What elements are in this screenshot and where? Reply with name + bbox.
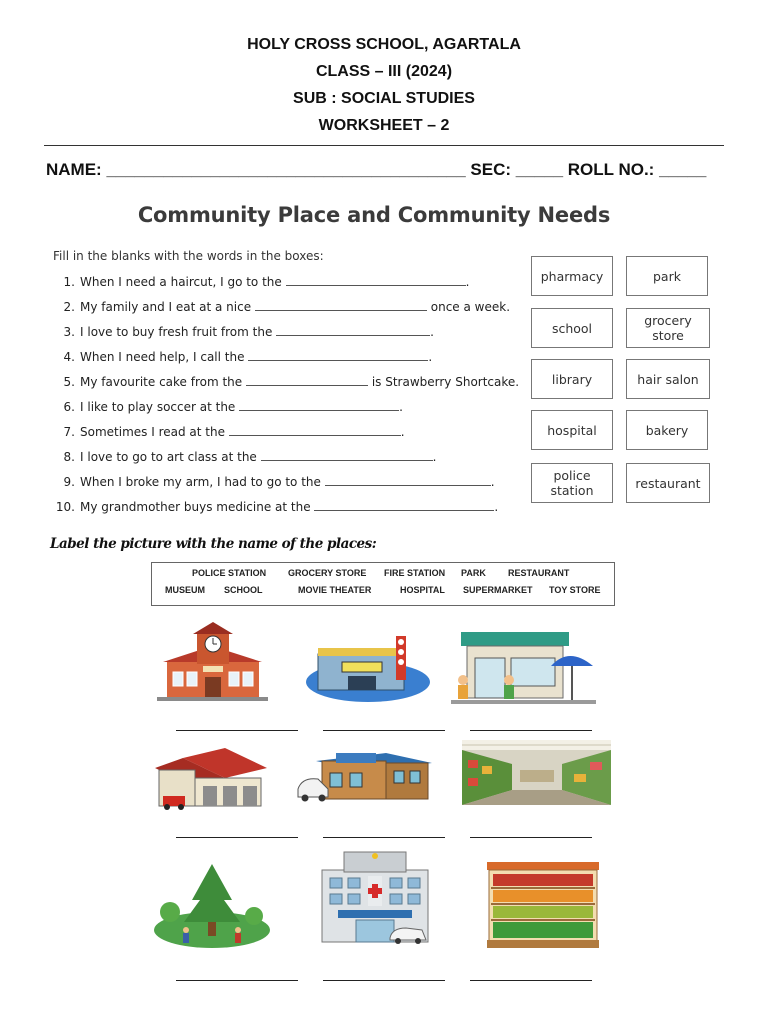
grocery-shelves-picture xyxy=(487,862,599,948)
student-info-line[interactable]: NAME: ______________________________________ SEC: _____ ROLL NO.: _____ xyxy=(46,160,707,179)
question-7 xyxy=(53,425,405,439)
question-end: once a week. xyxy=(430,300,511,314)
question-end: . xyxy=(465,275,470,289)
answer-blank[interactable] xyxy=(261,450,433,461)
question-text: Sometimes I read at the xyxy=(80,425,225,439)
answer-blank[interactable] xyxy=(246,375,368,386)
picture-answer-line[interactable] xyxy=(470,730,592,731)
question-end: . xyxy=(399,400,403,414)
fire-station-picture xyxy=(155,748,270,810)
question-text: When I broke my arm, I had to go to the xyxy=(80,475,321,489)
label-section-heading: Label the picture with the name of the places: xyxy=(50,536,377,552)
question-end: . xyxy=(432,450,437,464)
question-number: 1. xyxy=(63,275,75,289)
police-station-picture xyxy=(296,747,436,805)
question-3 xyxy=(53,325,434,339)
question-number: 9. xyxy=(63,475,75,489)
question-4 xyxy=(53,350,432,364)
word-box-pharmacy: pharmacy xyxy=(531,256,613,296)
question-number: 6. xyxy=(63,400,75,414)
worksheet-title: Community Place and Community Needs xyxy=(137,203,611,227)
bank-word: SUPERMARKET xyxy=(463,585,533,595)
store-picture xyxy=(451,628,596,706)
bank-word: HOSPITAL xyxy=(400,585,445,595)
picture-answer-line[interactable] xyxy=(176,730,298,731)
bank-word: SCHOOL xyxy=(224,585,263,595)
question-number: 10. xyxy=(55,500,75,514)
question-text: When I need help, I call the xyxy=(80,350,245,364)
word-box-hospital: hospital xyxy=(531,410,613,450)
bank-word: GROCERY STORE xyxy=(288,568,367,578)
school-picture xyxy=(155,622,270,702)
question-number: 2. xyxy=(63,300,75,314)
word-box-grocery-store xyxy=(626,308,710,348)
picture-answer-line[interactable] xyxy=(176,837,298,838)
question-1 xyxy=(53,275,469,289)
picture-answer-line[interactable] xyxy=(470,837,592,838)
question-end: . xyxy=(490,475,495,489)
question-text: When I need a haircut, I go to the xyxy=(80,275,282,289)
question-6 xyxy=(53,400,403,414)
picture-answer-line[interactable] xyxy=(470,980,592,981)
question-number: 4. xyxy=(63,350,75,364)
word-box-library: library xyxy=(531,359,613,399)
question-10 xyxy=(53,500,498,514)
bank-word: PARK xyxy=(461,568,486,578)
answer-blank[interactable] xyxy=(276,325,430,336)
question-8 xyxy=(53,450,436,464)
question-text: My favourite cake from the xyxy=(80,375,243,389)
answer-blank[interactable] xyxy=(248,350,428,361)
supermarket-picture xyxy=(462,740,611,805)
question-end: . xyxy=(400,425,405,439)
word-box-label: grocery store xyxy=(644,313,692,343)
picture-answer-line[interactable] xyxy=(323,730,445,731)
place-word-bank xyxy=(151,562,615,606)
picture-answer-line[interactable] xyxy=(323,980,445,981)
answer-blank[interactable] xyxy=(255,300,427,311)
word-box-restaurant: restaurant xyxy=(626,463,710,503)
movie-theater-picture xyxy=(304,632,432,704)
bank-word: FIRE STATION xyxy=(384,568,446,578)
instruction-text: Fill in the blanks with the words in the boxes: xyxy=(53,249,324,263)
school-name: HOLY CROSS SCHOOL, AGARTALA xyxy=(247,36,521,53)
park-picture xyxy=(152,860,272,950)
word-box-park: park xyxy=(626,256,708,296)
bank-word: POLICE STATION xyxy=(192,568,267,578)
class-line: CLASS – III (2024) xyxy=(315,63,453,80)
bank-word: TOY STORE xyxy=(549,585,601,595)
subject-line: SUB : SOCIAL STUDIES xyxy=(293,90,475,107)
bank-word: MOVIE THEATER xyxy=(298,585,372,595)
picture-answer-line[interactable] xyxy=(176,980,298,981)
header-divider xyxy=(44,145,724,146)
answer-blank[interactable] xyxy=(286,275,466,286)
word-box-label: police station xyxy=(550,468,594,498)
hospital-picture xyxy=(318,848,432,948)
question-text: I like to play soccer at the xyxy=(80,400,236,414)
word-box-police-station xyxy=(531,463,613,503)
worksheet-number: WORKSHEET – 2 xyxy=(318,117,450,134)
question-end: . xyxy=(494,500,499,514)
question-number: 3. xyxy=(63,325,75,339)
question-text: I love to go to art class at the xyxy=(80,450,257,464)
question-end: . xyxy=(428,350,433,364)
word-box-school: school xyxy=(531,308,613,348)
question-text: My grandmother buys medicine at the xyxy=(80,500,311,514)
bank-word: RESTAURANT xyxy=(508,568,570,578)
question-5 xyxy=(53,375,519,389)
question-text: My family and I eat at a nice xyxy=(80,300,252,314)
bank-word: MUSEUM xyxy=(165,585,205,595)
picture-answer-line[interactable] xyxy=(323,837,445,838)
question-number: 8. xyxy=(63,450,75,464)
word-box-hair-salon: hair salon xyxy=(626,359,710,399)
question-number: 5. xyxy=(63,375,75,389)
word-box-bakery: bakery xyxy=(626,410,708,450)
answer-blank[interactable] xyxy=(325,475,491,486)
question-9 xyxy=(53,475,495,489)
answer-blank[interactable] xyxy=(229,425,401,436)
question-number: 7. xyxy=(63,425,75,439)
answer-blank[interactable] xyxy=(239,400,399,411)
question-end: is Strawberry Shortcake. xyxy=(371,375,520,389)
question-text: I love to buy fresh fruit from the xyxy=(80,325,273,339)
answer-blank[interactable] xyxy=(314,500,494,511)
question-2 xyxy=(53,300,510,314)
question-end: . xyxy=(430,325,434,339)
